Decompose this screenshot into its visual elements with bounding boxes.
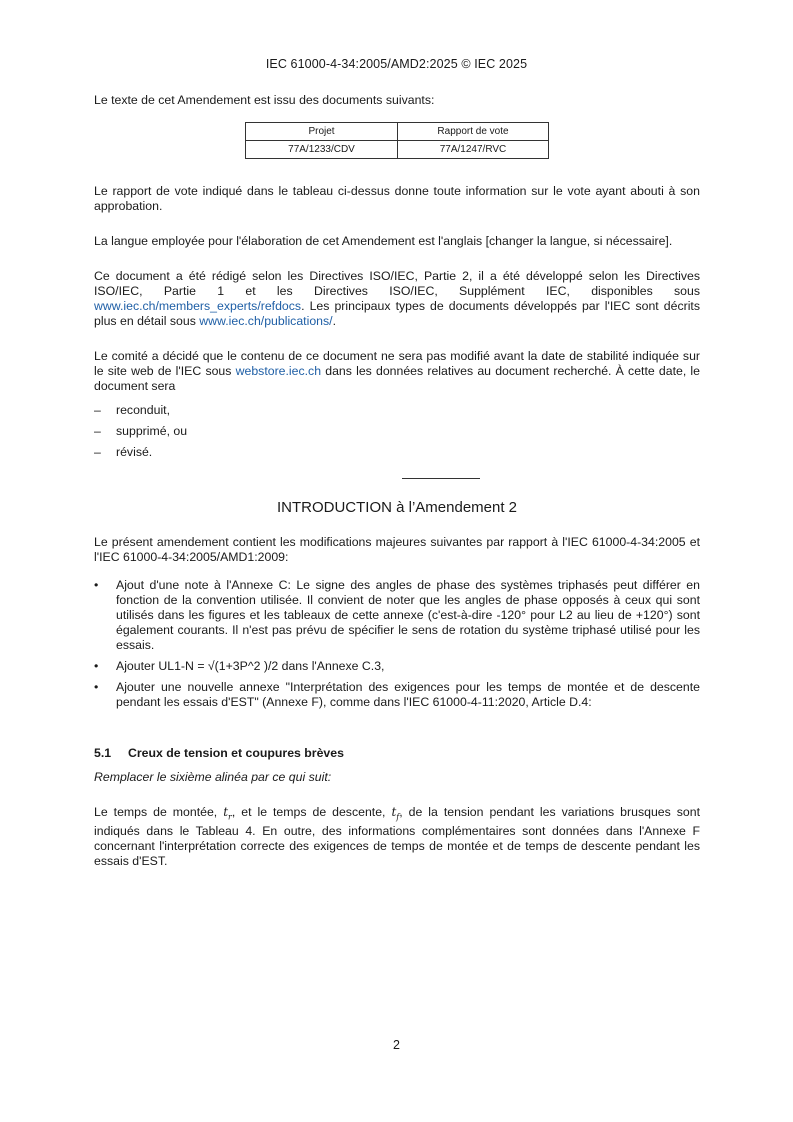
publications-link[interactable]: www.iec.ch/publications/	[199, 314, 333, 328]
bullet-marker: •	[94, 659, 99, 673]
document-body	[94, 93, 700, 869]
list-item-text: supprimé, ou	[116, 424, 188, 438]
table-header-row	[246, 123, 549, 141]
list-item	[94, 403, 700, 418]
table-cell-projet: 77A/1233/CDV	[246, 141, 398, 159]
page-number: 2	[393, 1038, 400, 1052]
clause-number: 5.1	[94, 746, 112, 760]
list-item	[94, 578, 700, 653]
list-item	[94, 445, 700, 460]
symbol-letter: t	[223, 805, 229, 819]
page-header: IEC 61000-4-34:2005/AMD2:2025 © IEC 2025	[265, 57, 528, 71]
list-item	[94, 680, 700, 710]
table-header-projet: Projet	[246, 123, 398, 141]
dash-marker: –	[94, 403, 101, 417]
separator-rule	[402, 478, 480, 479]
list-item	[94, 659, 700, 674]
introduction-title: INTRODUCTION à l’Amendement 2	[276, 499, 518, 516]
paragraph-text: , et le temps de descente,	[231, 805, 392, 819]
rise-time-symbol	[223, 805, 232, 822]
list-item	[94, 424, 700, 439]
bullet-marker: •	[94, 578, 99, 592]
bullet-marker: •	[94, 680, 99, 694]
dash-marker: –	[94, 424, 101, 438]
committee-text-1: Le comité a décidé que le contenu de ce document ne sera pas modifié avant la date de stabilité indiquée sur le site web de l'IEC sous	[94, 349, 700, 378]
paragraph-text: , de la tension pendant les variations brusques sont indiqués dans le Tableau 4. En outre, des informations complémentaires sont données dans l'Annexe F concernant l'interprétation correcte des exigences de temps de montée et de temps de descente pendant les essais d'EST.	[94, 805, 700, 869]
table-row	[246, 141, 549, 159]
directives-text-1: Ce document a été rédigé selon les Directives ISO/IEC, Partie 2, il a été développé selon les Directives ISO/IEC, Partie 1 et les Directives ISO/IEC, Supplément IEC, disponibles sous	[94, 269, 700, 298]
webstore-link[interactable]: webstore.iec.ch	[235, 364, 322, 378]
symbol-subscript: f	[396, 812, 400, 822]
committee-paragraph	[94, 349, 700, 394]
paragraph-text: Le temps de montée,	[94, 805, 224, 819]
list-item-text: Ajout d'une note à l'Annexe C: Le signe des angles de phase des systèmes triphasés peut différer en fonction de la convention utilisée. Il convient de noter que les angles de phase opposés à ceux qui sont utilisés dans les figures et les tableaux de cette annexe (c'est-à-dire -120° pour L2 au lieu de +120°) sont également courants. Il n'est pas prévu de spécifier le sens de rotation du système triphasé utilisé pour les essais.	[116, 578, 700, 652]
voting-paragraph: Le rapport de vote indiqué dans le tableau ci-dessus donne toute information sur le vote ayant abouti à son approbation.	[94, 184, 700, 213]
refdocs-link[interactable]: www.iec.ch/members_experts/refdocs	[94, 299, 302, 313]
separator	[94, 466, 700, 484]
symbol-letter: t	[391, 805, 397, 819]
introduction-paragraph: Le présent amendement contient les modifications majeures suivantes par rapport à l'IEC 61000-4-34:2005 et l'IEC 61000-4-34:2005/AMD1:2009:	[94, 535, 700, 564]
vote-table	[245, 122, 549, 159]
directives-text-2: . Les principaux types de documents développés par l'IEC sont décrits plus en détail sous	[94, 299, 700, 328]
table-cell-rapport: 77A/1247/RVC	[398, 141, 549, 159]
list-item-text: Ajouter une nouvelle annexe "Interprétation des exigences pour les temps de montée et de descente pendant les essais d'EST" (Annexe F), comme dans l'IEC 61000-4-11:2020, Article D.4:	[116, 680, 700, 709]
dash-marker: –	[94, 445, 101, 459]
intro-line: Le texte de cet Amendement est issu des documents suivants:	[94, 93, 435, 107]
rise-fall-paragraph	[94, 805, 700, 869]
list-item-text: révisé.	[116, 445, 153, 459]
changes-list	[94, 578, 700, 710]
instruction-text: Remplacer le sixième alinéa par ce qui suit:	[94, 770, 332, 784]
clause-heading	[94, 746, 700, 761]
language-paragraph: La langue employée pour l'élaboration de cet Amendement est l'anglais [changer la langue, si nécessaire].	[94, 234, 673, 248]
clause-title: Creux de tension et coupures brèves	[128, 746, 344, 760]
directives-paragraph	[94, 269, 700, 329]
list-item-text: Ajouter UL1-N = √(1+3P^2 )/2 dans l'Annexe C.3,	[116, 659, 385, 673]
directives-text-3: .	[332, 314, 336, 328]
table-header-rapport: Rapport de vote	[398, 123, 549, 141]
committee-text-2: dans les données relatives au document recherché. À cette date, le document sera	[94, 364, 700, 393]
list-item-text: reconduit,	[116, 403, 171, 417]
outcome-list	[94, 403, 700, 460]
symbol-subscript: r	[228, 812, 232, 822]
